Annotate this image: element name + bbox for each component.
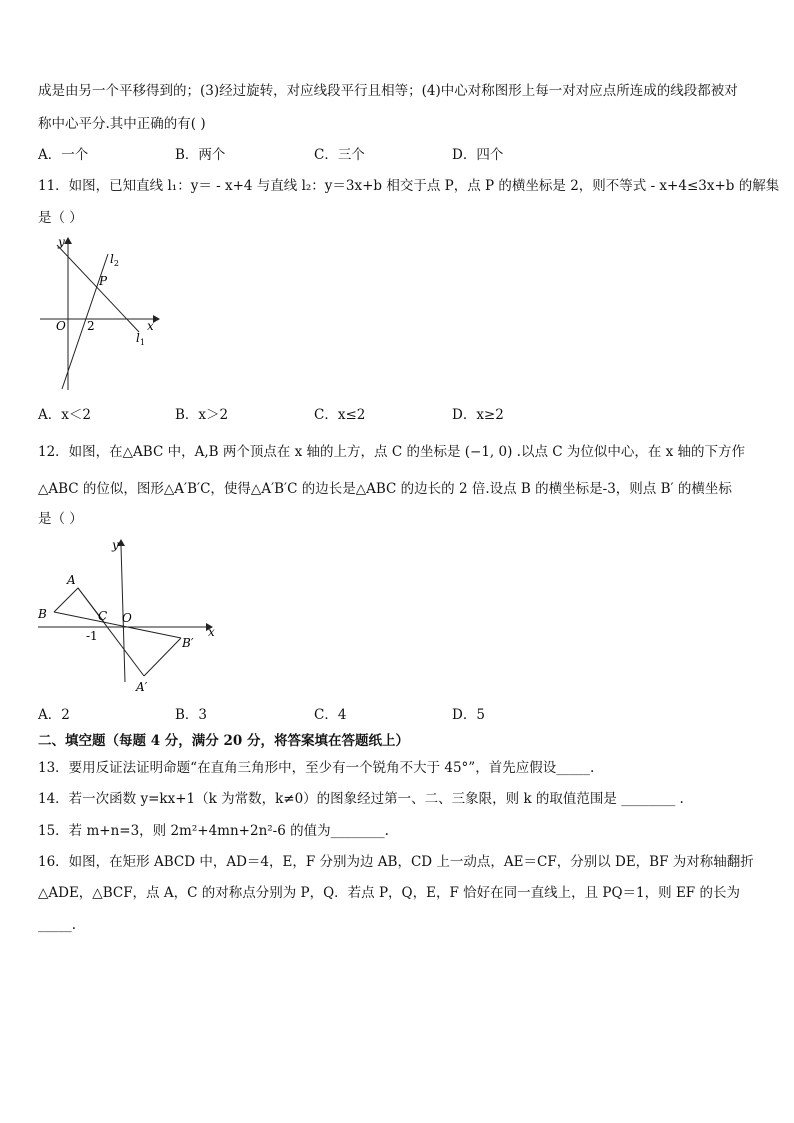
q12-option-d[interactable]: D．5 (452, 707, 485, 723)
q10-option-d[interactable]: D．四个 (452, 147, 504, 163)
q10-option-c[interactable]: C．三个 (314, 147, 365, 163)
q11-label-x: x (147, 319, 154, 333)
q12-label-b: B (38, 607, 47, 621)
q11-option-b[interactable]: B．x＞2 (175, 407, 229, 423)
q12-line-bb (54, 612, 181, 638)
q10-option-b[interactable]: B．两个 (175, 147, 226, 163)
q11-label-l2: $l_2$ (110, 252, 119, 268)
q12-option-b[interactable]: B．3 (175, 707, 208, 723)
q11-label-2: 2 (87, 319, 95, 333)
q14-text: 14．若一次函数 y=kx+1（k 为常数，k≠0）的图象经过第一、二、三象限，则 k 的取值范围是 ________ . (38, 791, 684, 807)
q11-label-o: O (56, 319, 66, 333)
q12-line2: △ABC 的位似，图形△A′B′C，使得△A′B′C 的边长是△ABC 的边长的 2 倍.设点 B 的横坐标是-3，则点 B′ 的横坐标 (38, 481, 732, 497)
q12-label-c: C (98, 609, 108, 623)
q12-label-bprime: B′ (182, 636, 194, 650)
section-fill-in-title: 二、填空题（每题 4 分，满分 20 分，将答案填在答题纸上） (38, 733, 409, 749)
q12-label-minus1: -1 (86, 629, 98, 643)
q11-option-d[interactable]: D．x≥2 (452, 407, 504, 423)
q12-option-a[interactable]: A．2 (38, 707, 70, 723)
q11-figure (38, 232, 168, 392)
q12-label-x: x (208, 625, 215, 639)
q10-option-a[interactable]: A．一个 (38, 147, 89, 163)
q16-line3: _____. (38, 917, 77, 933)
q11-label-p: P (99, 274, 108, 288)
q10-line1: 成是由另一个平移得到的；(3)经过旋转，对应线段平行且相等；(4)中心对称图形上每一对对应点所连成的线段都被对 (38, 83, 738, 99)
q11-option-c[interactable]: C．x≤2 (314, 407, 366, 423)
q12-option-c[interactable]: C．4 (314, 707, 347, 723)
q12-label-aprime: A′ (136, 680, 148, 694)
q11-y-arrow (64, 237, 72, 244)
q12-side-apbp (144, 638, 181, 676)
q10-line2: 称中心平分.其中正确的有( ) (38, 116, 206, 132)
q16-line2: △ADE，△BCF，点 A，C 的对称点分别为 P，Q．若点 P，Q，E，F 恰好在同一直线上，且 PQ＝1，则 EF 的长为 (38, 885, 740, 901)
q12-line3: 是（ ） (38, 511, 83, 527)
q13-text: 13．要用反证法证明命题“在直角三角形中，至少有一个锐角不大于 45°”，首先应假设_____. (38, 760, 595, 776)
q12-line1: 12．如图，在△ABC 中，A,B 两个顶点在 x 轴的上方，点 C 的坐标是 (−1, 0) .以点 C 为位似中心，在 x 轴的下方作 (38, 444, 746, 460)
q12-label-a: A (67, 573, 76, 587)
q16-line1: 16．如图，在矩形 ABCD 中，AD＝4，E，F 分别为边 AB，CD 上一动点，AE＝CF，分别以 DE，BF 为对称轴翻折 (38, 854, 754, 870)
q12-label-o: O (122, 611, 132, 625)
q11-x-arrow (153, 315, 160, 323)
q12-label-y: y (112, 538, 119, 552)
q11-label-l1: $l_1$ (136, 331, 145, 347)
q11-label-y: y (58, 235, 65, 249)
q12-figure (34, 534, 224, 699)
q15-text: 15．若 m+n=3，则 2m²+4mn+2n²-6 的值为________. (38, 823, 389, 839)
q11-option-a[interactable]: A．x＜2 (38, 407, 91, 423)
q11-line1: 11．如图，已知直线 l₁：y＝ - x+4 与直线 l₂：y＝3x+b 相交于点 P，点 P 的横坐标是 2，则不等式 - x+4≤3x+b 的解集 (38, 178, 780, 194)
q11-line2: 是（ ） (38, 210, 83, 226)
